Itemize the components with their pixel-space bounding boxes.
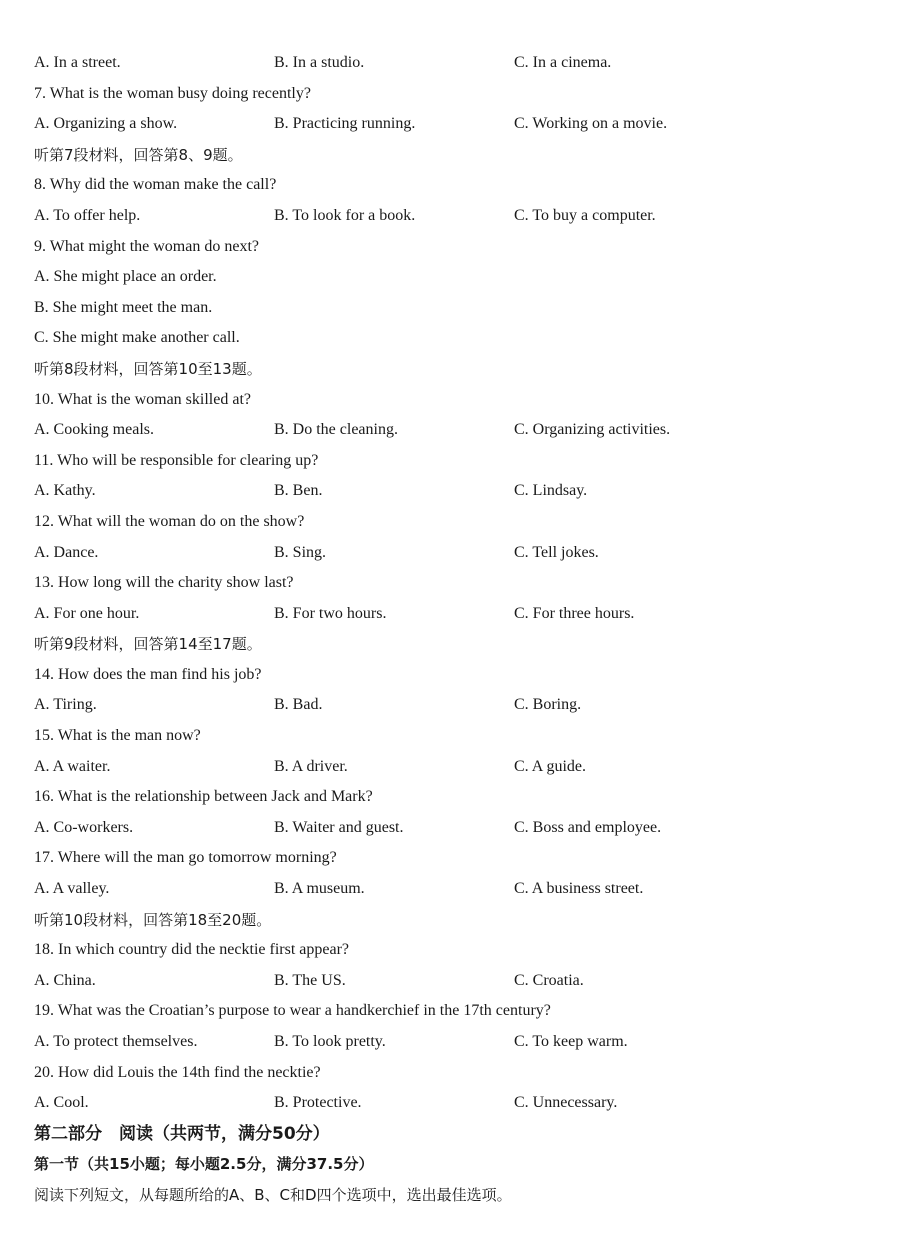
answer-options-row — [34, 109, 874, 140]
listening-instruction — [34, 629, 874, 660]
section-heading-text: 第一节（共15小题；每小题2.5分，满分37.5分） — [34, 1155, 374, 1174]
instruction-text: 听第9段材料，回答第14至17题。 — [34, 635, 262, 654]
option-a: A. A valley. — [34, 880, 110, 898]
question-text: 10. What is the woman skilled at? — [34, 390, 251, 408]
option-b: B. Sing. — [274, 543, 327, 561]
option-a: A. Cool. — [34, 1094, 89, 1112]
section-heading — [34, 1149, 874, 1180]
option-c: C. Tell jokes. — [514, 543, 599, 561]
option-a: A. For one hour. — [34, 604, 140, 622]
question-text: 11. Who will be responsible for clearing up? — [34, 451, 319, 469]
instruction-text: 听第8段材料，回答第10至13题。 — [34, 359, 262, 378]
option-c: C. Unnecessary. — [514, 1094, 618, 1112]
option-a: A. Organizing a show. — [34, 115, 178, 133]
option-b: B. To look for a book. — [274, 206, 416, 224]
answer-options-row — [34, 874, 874, 905]
option-a: A. Co-workers. — [34, 818, 134, 836]
exam-page — [34, 48, 874, 1211]
answer-options-row — [34, 48, 874, 79]
question-line — [34, 262, 874, 293]
listening-instruction — [34, 354, 874, 385]
question-text: 13. How long will the charity show last? — [34, 574, 294, 592]
answer-options-row — [34, 201, 874, 232]
question-line — [34, 843, 874, 874]
question-line — [34, 568, 874, 599]
question-text: 17. Where will the man go tomorrow morning? — [34, 849, 337, 867]
listening-instruction — [34, 140, 874, 171]
answer-options-row — [34, 1088, 874, 1119]
option-c: C. To keep warm. — [514, 1033, 628, 1050]
part-heading-text: 第二部分 阅读（共两节，满分50分） — [34, 1123, 330, 1144]
answer-options-row — [34, 813, 874, 844]
answer-options-row — [34, 1027, 874, 1058]
option-a: A. A waiter. — [34, 757, 111, 775]
option-a: A. China. — [34, 971, 96, 989]
option-b: B. A driver. — [274, 757, 348, 775]
question-text: 20. How did Louis the 14th find the necktie? — [34, 1063, 321, 1081]
instruction-text: 听第10段材料，回答第18至20题。 — [34, 910, 272, 929]
option-b: B. A museum. — [274, 880, 365, 898]
option-a: A. Kathy. — [34, 482, 96, 500]
question-text: B. She might meet the man. — [34, 298, 213, 316]
question-text: A. She might place an order. — [34, 268, 217, 286]
option-b: B. The US. — [274, 971, 346, 989]
question-text: 9. What might the woman do next? — [34, 237, 259, 255]
instruction-text: 阅读下列短文，从每题所给的A、B、C和D四个选项中，选出最佳选项。 — [34, 1185, 512, 1204]
option-b: B. Ben. — [274, 482, 323, 500]
option-b: B. Waiter and guest. — [274, 818, 404, 836]
question-text: 15. What is the man now? — [34, 727, 201, 745]
question-line — [34, 660, 874, 691]
option-a: A. Dance. — [34, 543, 99, 561]
question-line — [34, 232, 874, 263]
question-line — [34, 782, 874, 813]
option-a: A. In a street. — [34, 54, 121, 71]
option-b: B. In a studio. — [274, 54, 365, 71]
option-c: C. For three hours. — [514, 604, 635, 622]
option-c: C. Boring. — [514, 696, 582, 714]
answer-options-row — [34, 538, 874, 569]
reading-instruction — [34, 1180, 874, 1211]
question-line — [34, 721, 874, 752]
listening-instruction — [34, 905, 874, 936]
option-b: B. To look pretty. — [274, 1033, 386, 1050]
question-text: 19. What was the Croatian’s purpose to wear a handkerchief in the 17th century? — [34, 1002, 551, 1020]
option-c: C. Organizing activities. — [514, 421, 671, 439]
option-a: A. To offer help. — [34, 206, 141, 224]
part-heading — [34, 1119, 874, 1150]
question-text: 8. Why did the woman make the call? — [34, 176, 277, 194]
answer-options-row — [34, 476, 874, 507]
question-line — [34, 446, 874, 477]
option-c: C. Croatia. — [514, 971, 584, 989]
question-text: C. She might make another call. — [34, 329, 240, 347]
question-text: 14. How does the man find his job? — [34, 665, 262, 683]
question-line — [34, 170, 874, 201]
answer-options-row — [34, 966, 874, 997]
question-line — [34, 996, 874, 1027]
question-line — [34, 293, 874, 324]
answer-options-row — [34, 752, 874, 783]
question-text: 12. What will the woman do on the show? — [34, 512, 305, 530]
option-a: A. To protect themselves. — [34, 1033, 198, 1050]
option-c: C. Boss and employee. — [514, 818, 662, 836]
question-text: 18. In which country did the necktie first appear? — [34, 941, 349, 959]
option-a: A. Tiring. — [34, 696, 97, 714]
option-b: B. Protective. — [274, 1094, 362, 1112]
answer-options-row — [34, 599, 874, 630]
option-c: C. A business street. — [514, 880, 644, 898]
question-line — [34, 79, 874, 110]
question-line — [34, 385, 874, 416]
question-line — [34, 507, 874, 538]
instruction-text: 听第7段材料，回答第8、9题。 — [34, 145, 243, 164]
question-text: 16. What is the relationship between Jack and Mark? — [34, 788, 373, 806]
question-text: 7. What is the woman busy doing recently? — [34, 84, 311, 102]
option-b: B. Do the cleaning. — [274, 421, 398, 439]
option-c: C. Lindsay. — [514, 482, 588, 500]
question-line — [34, 323, 874, 354]
option-c: C. To buy a computer. — [514, 206, 656, 224]
option-c: C. A guide. — [514, 757, 587, 775]
option-a: A. Cooking meals. — [34, 421, 154, 439]
answer-options-row — [34, 415, 874, 446]
answer-options-row — [34, 690, 874, 721]
option-b: B. Bad. — [274, 696, 323, 714]
option-c: C. In a cinema. — [514, 54, 612, 71]
question-line — [34, 1058, 874, 1089]
option-c: C. Working on a movie. — [514, 115, 668, 133]
option-b: B. Practicing running. — [274, 115, 416, 133]
question-line — [34, 935, 874, 966]
option-b: B. For two hours. — [274, 604, 387, 622]
